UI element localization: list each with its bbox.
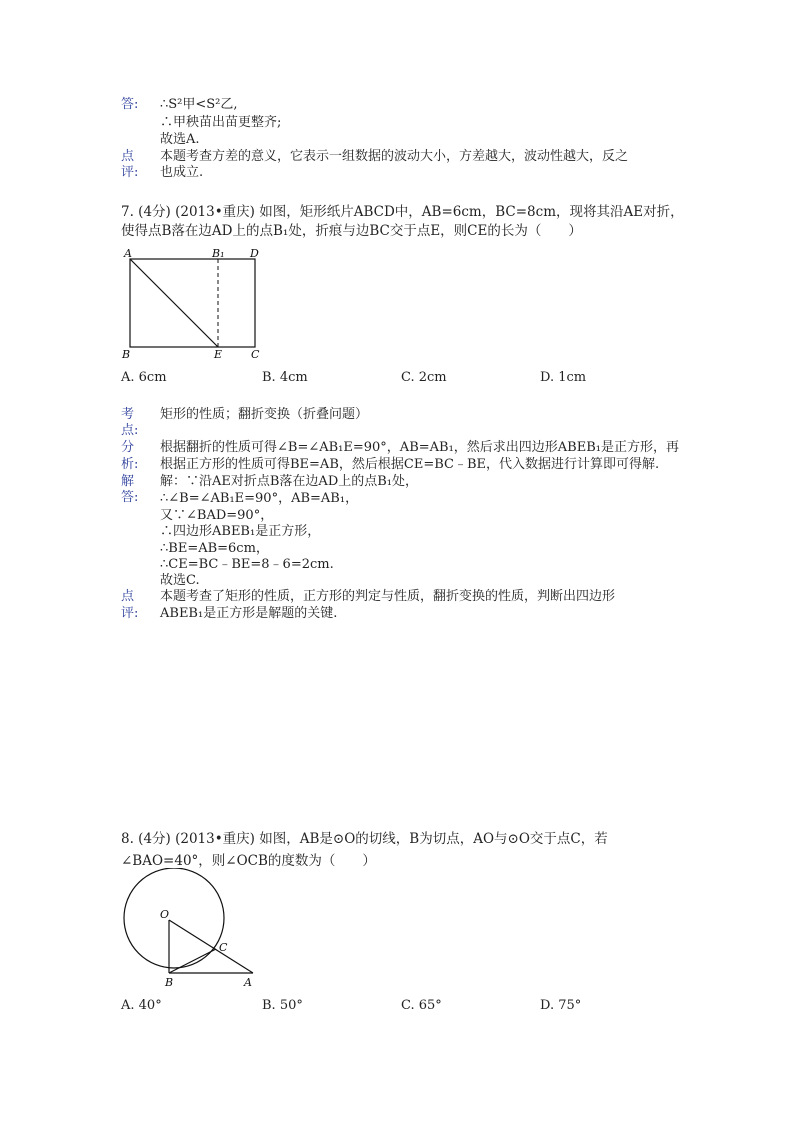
q7-option-c: C. 2cm (401, 370, 447, 385)
kaodian-label-1: 考 (121, 407, 135, 422)
label-b: B (122, 348, 131, 361)
jieda-line-4: ∴四边形ABEB₁是正方形， (160, 524, 321, 539)
label-b1: B₁ (212, 247, 225, 260)
q7-rectangle-figure (112, 244, 282, 366)
jieda-line-7: 故选C. (160, 573, 200, 588)
q8-option-a: A. 40° (121, 998, 162, 1013)
q7-option-b: B. 4cm (262, 370, 308, 385)
fenxi-label-2: 析: (121, 457, 139, 472)
segment-bc (169, 949, 216, 973)
jieda-line-2: ∴∠B=∠AB₁E=90°，AB=AB₁， (160, 491, 359, 506)
fenxi-line-2: 根据正方形的性质可得BE=AB，然后根据CE=BC﹣BE，代入数据进行计算即可得解. (160, 457, 660, 472)
dianping-line-2: ABEB₁是正方形是解题的关键. (160, 606, 338, 621)
comment-label-2: 评: (121, 165, 139, 180)
dianping-line-1: 本题考查了矩形的性质，正方形的判定与性质，翻折变换的性质，判断出四边形 (160, 589, 616, 604)
dianping-label-1: 点 (121, 589, 135, 604)
q8-option-d: D. 75° (540, 998, 582, 1013)
q7-option-a: A. 6cm (121, 370, 167, 385)
label-d: D (250, 247, 259, 260)
segment-oa (169, 920, 253, 973)
rectangle-abcd (130, 259, 255, 347)
comment-line-2: 也成立. (160, 165, 204, 180)
fold-crease-ae (130, 259, 218, 347)
label-o: O (160, 908, 170, 921)
answer-label: 答: (121, 97, 139, 112)
q7-stem-line-2: 使得点B落在边AD上的点B₁处，折痕与边BC交于点E，则CE的长为（ ） (121, 223, 582, 239)
answer-line-1: ∴S²甲<S²乙, (160, 97, 238, 112)
label-a: A (244, 976, 252, 989)
label-e: E (214, 348, 223, 361)
label-a: A (124, 247, 132, 260)
label-c: C (219, 941, 228, 954)
q8-stem-line-2: ∠BAO=40°，则∠OCB的度数为（ ） (121, 853, 376, 869)
q8-option-c: C. 65° (401, 998, 442, 1013)
q8-stem-line-1: 8. (4分) (2013•重庆) 如图，AB是⊙O的切线，B为切点，AO与⊙O交于点C，若 (121, 831, 608, 847)
kaodian-label-2: 点: (121, 423, 139, 438)
jieda-label-2: 答: (121, 490, 139, 505)
label-c: C (251, 348, 260, 361)
jieda-line-5: ∴BE=AB=6cm， (160, 541, 269, 556)
jieda-label-1: 解 (121, 474, 135, 489)
dianping-label-2: 评: (121, 606, 139, 621)
comment-label-1: 点 (121, 149, 135, 164)
q8-option-b: B. 50° (262, 998, 303, 1013)
q8-circle-figure (112, 868, 272, 994)
fenxi-label-1: 分 (121, 440, 135, 455)
answer-line-2: ∴甲秧苗出苗更整齐; (160, 115, 282, 130)
q7-stem-line-1: 7. (4分) (2013•重庆) 如图，矩形纸片ABCD中，AB=6cm，BC=8cm，现将其沿AE对折， (121, 204, 684, 220)
q7-option-d: D. 1cm (540, 370, 587, 385)
answer-line-3: 故选A. (160, 132, 200, 147)
jieda-line-6: ∴CE=BC﹣BE=8﹣6=2cm. (160, 557, 334, 572)
jieda-line-3: 又∵∠BAD=90°， (160, 508, 274, 523)
comment-line-1: 本题考查方差的意义，它表示一组数据的波动大小，方差越大，波动性越大，反之 (160, 149, 629, 164)
jieda-line-1: 解：∵沿AE对折点B落在边AD上的点B₁处， (160, 474, 419, 489)
label-b: B (165, 976, 174, 989)
kaodian-text: 矩形的性质；翻折变换（折叠问题） (160, 407, 369, 422)
fenxi-line-1: 根据翻折的性质可得∠B=∠AB₁E=90°，AB=AB₁，然后求出四边形ABEB₁是正方形，再 (160, 440, 679, 455)
